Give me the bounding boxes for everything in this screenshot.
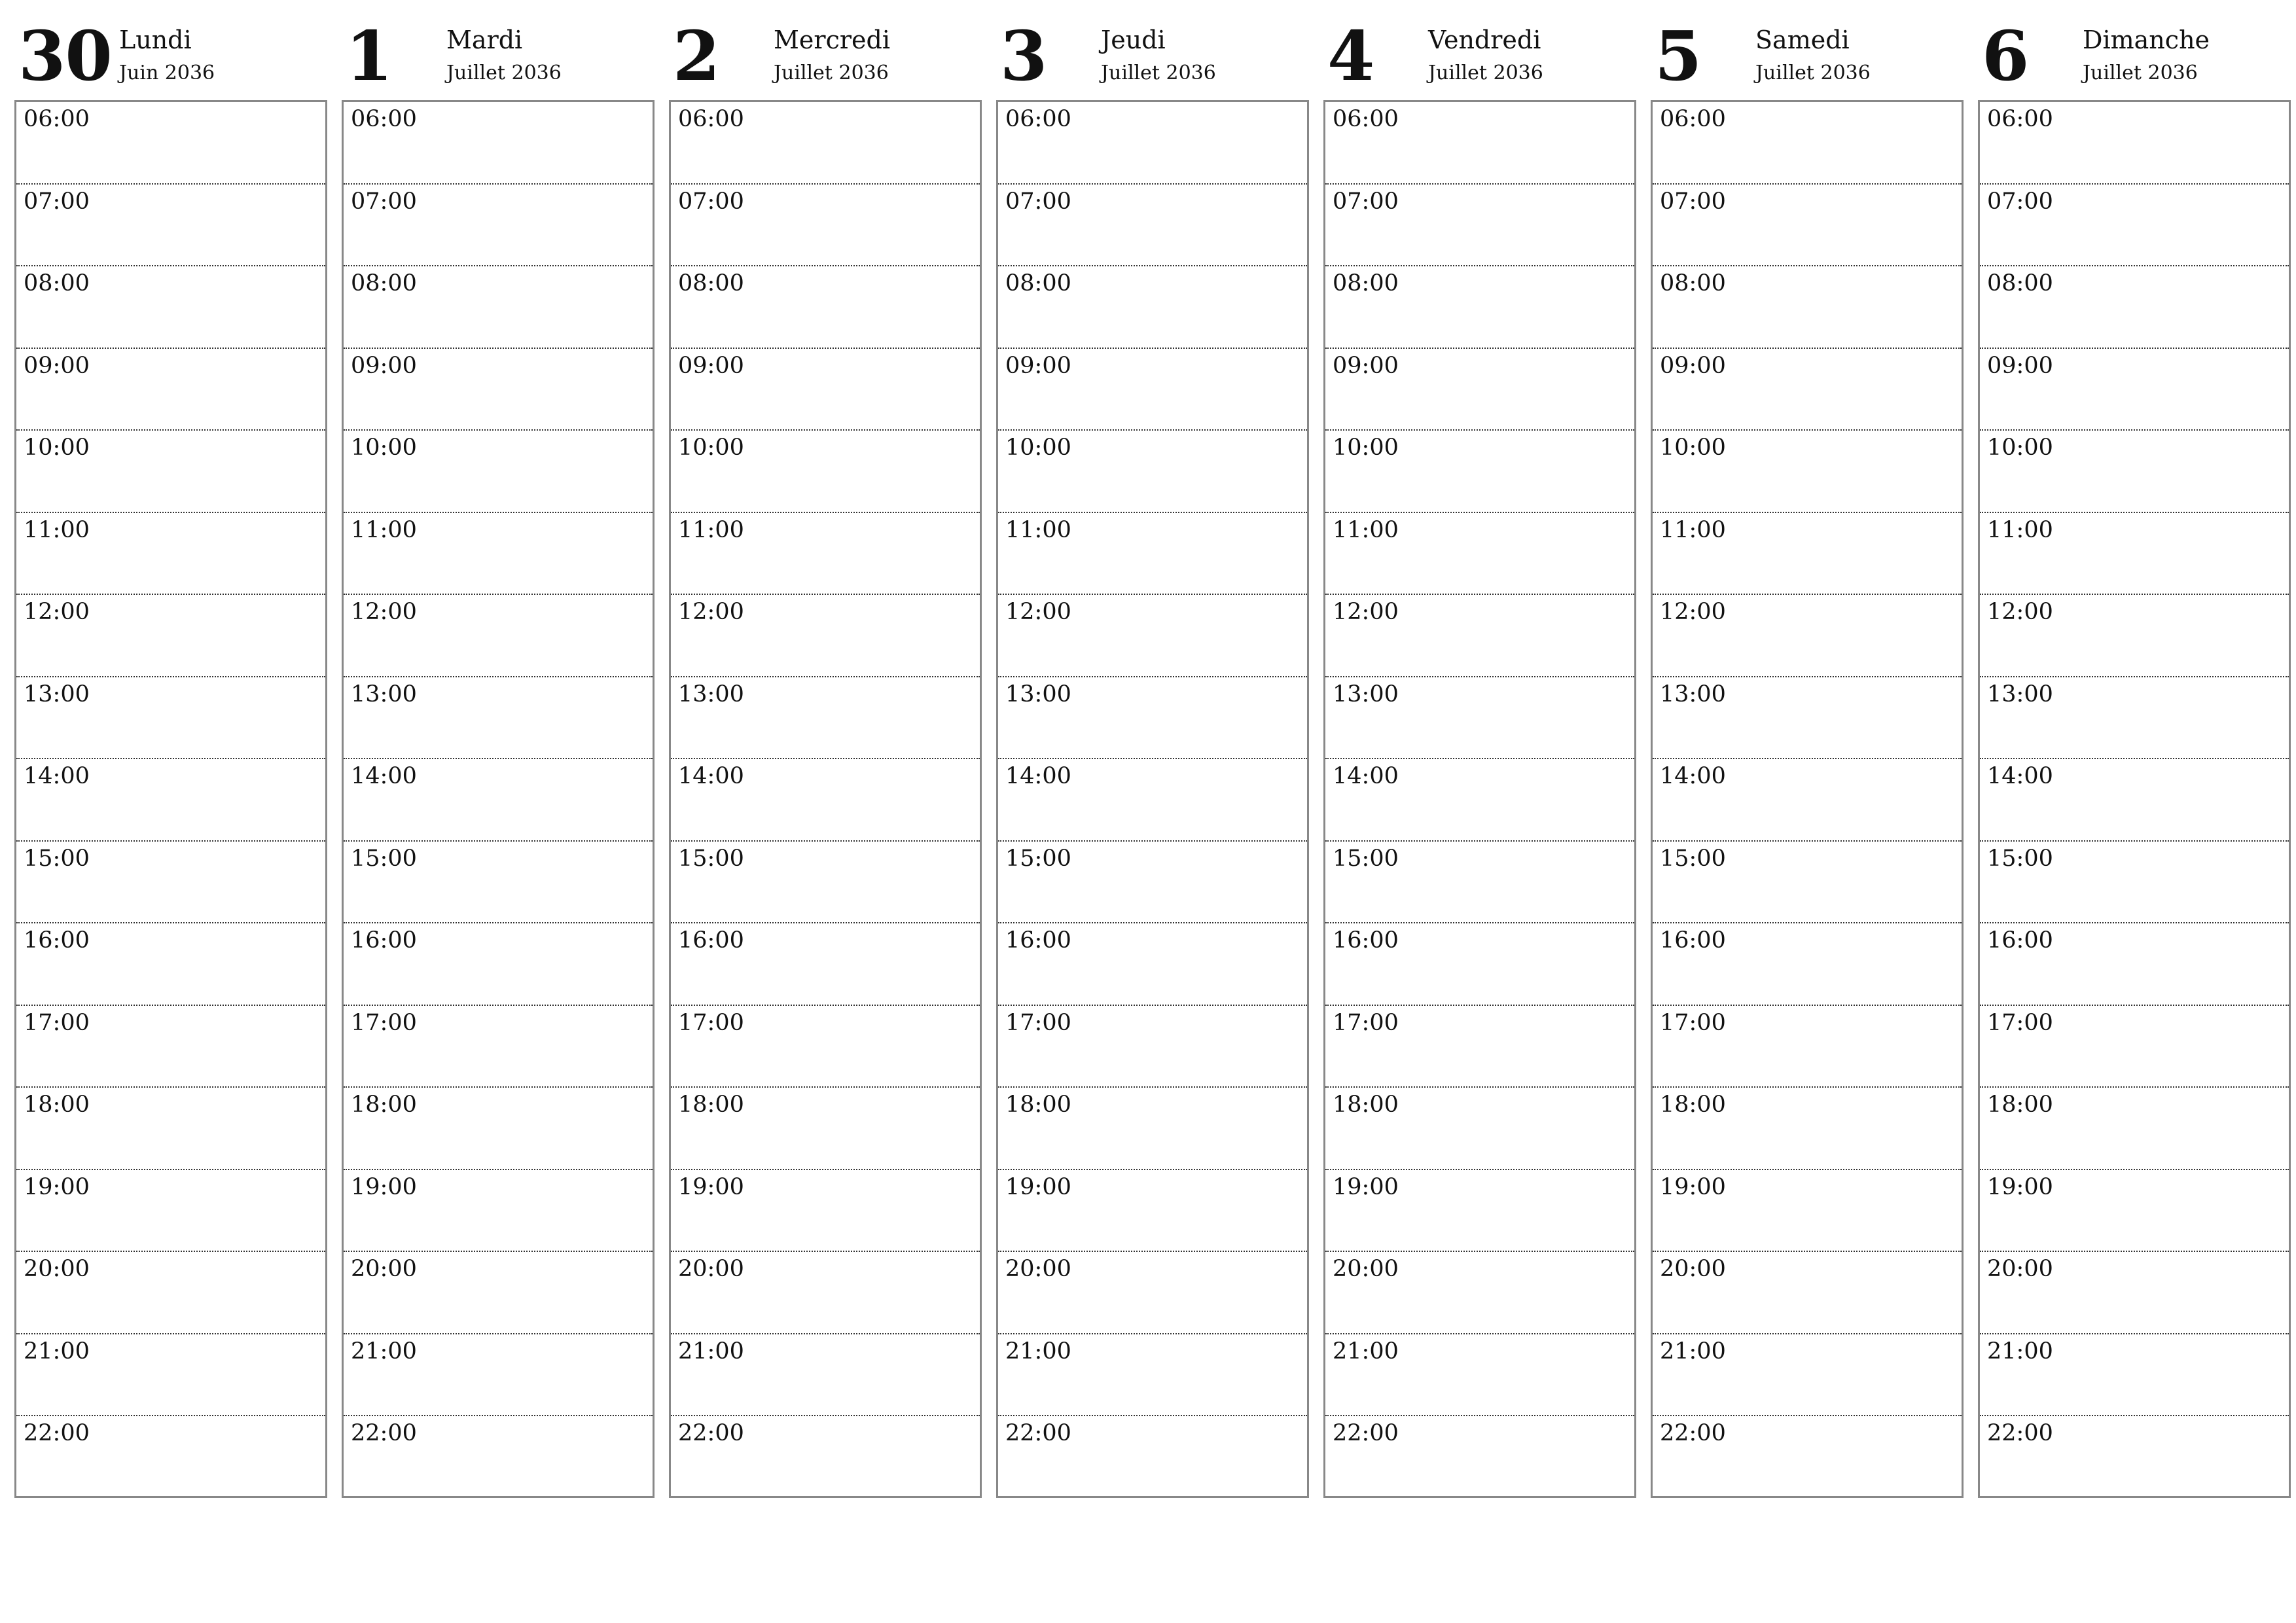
time-slot[interactable] <box>1325 923 1634 1006</box>
time-label: 22:00 <box>1005 1420 1071 1446</box>
time-slot[interactable] <box>1980 923 2289 1006</box>
day-header <box>14 16 327 99</box>
time-slot[interactable] <box>1653 513 1962 596</box>
time-slot[interactable] <box>998 1334 1307 1417</box>
time-label: 20:00 <box>1660 1256 1726 1282</box>
day-column <box>342 16 655 1499</box>
time-label: 20:00 <box>24 1256 90 1282</box>
weekly-planner <box>14 16 2283 1499</box>
time-label: 15:00 <box>351 845 417 872</box>
time-label: 14:00 <box>678 763 744 789</box>
time-slot[interactable] <box>671 349 980 431</box>
time-slot[interactable] <box>344 923 653 1006</box>
time-slot[interactable] <box>16 595 325 677</box>
time-slot[interactable] <box>16 431 325 513</box>
time-label: 16:00 <box>1987 927 2053 954</box>
time-label: 08:00 <box>1987 270 2053 296</box>
time-label: 08:00 <box>24 270 90 296</box>
time-label: 10:00 <box>678 435 744 461</box>
time-label: 14:00 <box>1987 763 2053 789</box>
time-slot[interactable] <box>1325 842 1634 924</box>
time-label: 10:00 <box>1660 435 1726 461</box>
time-slot[interactable] <box>1653 677 1962 760</box>
time-slot[interactable] <box>671 595 980 677</box>
time-slot[interactable] <box>344 1252 653 1334</box>
time-label: 13:00 <box>1660 681 1726 707</box>
time-label: 19:00 <box>1987 1173 2053 1200</box>
time-label: 13:00 <box>351 681 417 707</box>
time-label: 18:00 <box>351 1092 417 1118</box>
time-slot[interactable] <box>671 102 980 185</box>
time-label: 17:00 <box>24 1009 90 1036</box>
time-label: 16:00 <box>24 927 90 954</box>
day-number: 30 <box>18 16 112 96</box>
time-slot[interactable] <box>16 1170 325 1253</box>
time-slot[interactable] <box>671 185 980 267</box>
time-slot[interactable] <box>1325 431 1634 513</box>
day-header <box>1978 16 2291 99</box>
time-label: 19:00 <box>678 1173 744 1200</box>
time-slot[interactable] <box>1980 1334 2289 1417</box>
time-label: 14:00 <box>1333 763 1399 789</box>
time-slot[interactable] <box>671 842 980 924</box>
time-slot[interactable] <box>1325 185 1634 267</box>
time-slot[interactable] <box>1325 677 1634 760</box>
time-label: 11:00 <box>1987 516 2053 543</box>
time-label: 06:00 <box>351 106 417 132</box>
time-slot[interactable] <box>344 595 653 677</box>
time-label: 20:00 <box>1987 1256 2053 1282</box>
time-label: 07:00 <box>1333 188 1399 215</box>
time-slot[interactable] <box>1325 1170 1634 1253</box>
time-slot[interactable] <box>1653 1416 1962 1499</box>
time-slot[interactable] <box>998 1088 1307 1170</box>
time-slot[interactable] <box>16 677 325 760</box>
time-label: 18:00 <box>1660 1092 1726 1118</box>
time-slot[interactable] <box>16 349 325 431</box>
day-number: 5 <box>1655 16 1702 96</box>
time-slot[interactable] <box>998 923 1307 1006</box>
time-slot[interactable] <box>1980 595 2289 677</box>
day-name: Vendredi <box>1428 26 1541 54</box>
day-schedule <box>669 100 982 1498</box>
time-label: 20:00 <box>351 1256 417 1282</box>
time-label: 20:00 <box>1005 1256 1071 1282</box>
day-schedule <box>996 100 1309 1498</box>
time-label: 07:00 <box>1987 188 2053 215</box>
time-slot[interactable] <box>16 1006 325 1088</box>
time-label: 16:00 <box>1660 927 1726 954</box>
time-slot[interactable] <box>344 1088 653 1170</box>
time-label: 17:00 <box>1660 1009 1726 1036</box>
time-label: 06:00 <box>1333 106 1399 132</box>
time-slot[interactable] <box>1980 759 2289 842</box>
day-column <box>996 16 1309 1499</box>
time-slot[interactable] <box>1653 102 1962 185</box>
time-label: 22:00 <box>1660 1420 1726 1446</box>
time-label: 11:00 <box>351 516 417 543</box>
time-slot[interactable] <box>1325 1252 1634 1334</box>
time-label: 14:00 <box>24 763 90 789</box>
day-name: Dimanche <box>2083 26 2210 54</box>
time-slot[interactable] <box>344 1170 653 1253</box>
time-label: 07:00 <box>1660 188 1726 215</box>
time-label: 14:00 <box>351 763 417 789</box>
time-slot[interactable] <box>344 349 653 431</box>
time-slot[interactable] <box>998 349 1307 431</box>
time-slot[interactable] <box>344 266 653 349</box>
time-slot[interactable] <box>344 1334 653 1417</box>
time-label: 15:00 <box>1333 845 1399 872</box>
day-name: Lundi <box>119 26 192 54</box>
time-label: 08:00 <box>1005 270 1071 296</box>
time-label: 19:00 <box>24 1173 90 1200</box>
time-label: 12:00 <box>1660 599 1726 625</box>
time-slot[interactable] <box>1980 349 2289 431</box>
time-label: 18:00 <box>1987 1092 2053 1118</box>
time-label: 22:00 <box>1987 1420 2053 1446</box>
time-slot[interactable] <box>671 923 980 1006</box>
time-slot[interactable] <box>671 1088 980 1170</box>
time-label: 08:00 <box>1333 270 1399 296</box>
time-label: 06:00 <box>1987 106 2053 132</box>
time-label: 07:00 <box>678 188 744 215</box>
time-label: 15:00 <box>1005 845 1071 872</box>
time-slot[interactable] <box>1980 1416 2289 1499</box>
time-label: 09:00 <box>1333 352 1399 379</box>
time-slot[interactable] <box>1653 185 1962 267</box>
day-column <box>1651 16 1964 1499</box>
time-slot[interactable] <box>1653 349 1962 431</box>
time-slot[interactable] <box>344 842 653 924</box>
time-slot[interactable] <box>671 677 980 760</box>
time-label: 07:00 <box>24 188 90 215</box>
time-label: 19:00 <box>1660 1173 1726 1200</box>
time-label: 12:00 <box>1987 599 2053 625</box>
time-label: 13:00 <box>1005 681 1071 707</box>
time-label: 06:00 <box>678 106 744 132</box>
time-label: 13:00 <box>1333 681 1399 707</box>
time-label: 13:00 <box>678 681 744 707</box>
time-label: 06:00 <box>24 106 90 132</box>
time-slot[interactable] <box>16 185 325 267</box>
time-slot[interactable] <box>998 1170 1307 1253</box>
time-slot[interactable] <box>1653 595 1962 677</box>
time-label: 17:00 <box>1333 1009 1399 1036</box>
time-slot[interactable] <box>1980 185 2289 267</box>
time-slot[interactable] <box>1653 266 1962 349</box>
time-slot[interactable] <box>1653 1170 1962 1253</box>
day-schedule <box>1323 100 1636 1498</box>
time-label: 16:00 <box>351 927 417 954</box>
time-slot[interactable] <box>1325 1088 1634 1170</box>
time-label: 09:00 <box>351 352 417 379</box>
time-label: 09:00 <box>678 352 744 379</box>
time-label: 16:00 <box>1333 927 1399 954</box>
time-slot[interactable] <box>998 842 1307 924</box>
time-slot[interactable] <box>671 431 980 513</box>
time-slot[interactable] <box>671 1252 980 1334</box>
time-slot[interactable] <box>16 513 325 596</box>
day-column <box>14 16 327 1499</box>
time-label: 11:00 <box>24 516 90 543</box>
time-label: 09:00 <box>24 352 90 379</box>
time-label: 22:00 <box>678 1420 744 1446</box>
time-slot[interactable] <box>998 759 1307 842</box>
time-slot[interactable] <box>344 1006 653 1088</box>
time-slot[interactable] <box>998 185 1307 267</box>
day-header <box>342 16 655 99</box>
time-slot[interactable] <box>998 266 1307 349</box>
time-label: 09:00 <box>1660 352 1726 379</box>
time-label: 12:00 <box>678 599 744 625</box>
day-month: Juin 2036 <box>119 62 215 84</box>
day-name: Samedi <box>1755 26 1850 54</box>
day-column <box>1323 16 1636 1499</box>
day-name: Mardi <box>446 26 523 54</box>
time-label: 15:00 <box>1660 845 1726 872</box>
time-slot[interactable] <box>1980 431 2289 513</box>
time-slot[interactable] <box>1653 923 1962 1006</box>
time-label: 22:00 <box>351 1420 417 1446</box>
day-month: Juillet 2036 <box>1428 62 1543 84</box>
time-label: 21:00 <box>1333 1338 1399 1364</box>
time-slot[interactable] <box>1325 349 1634 431</box>
time-label: 19:00 <box>1005 1173 1071 1200</box>
time-label: 08:00 <box>1660 270 1726 296</box>
time-label: 15:00 <box>678 845 744 872</box>
time-slot[interactable] <box>1653 1088 1962 1170</box>
day-number: 4 <box>1327 16 1374 96</box>
time-slot[interactable] <box>16 102 325 185</box>
time-slot[interactable] <box>1980 1252 2289 1334</box>
time-label: 07:00 <box>351 188 417 215</box>
day-header <box>1651 16 1964 99</box>
time-label: 06:00 <box>1005 106 1071 132</box>
time-label: 06:00 <box>1660 106 1726 132</box>
time-slot[interactable] <box>1980 842 2289 924</box>
time-slot[interactable] <box>344 677 653 760</box>
time-label: 09:00 <box>1987 352 2053 379</box>
day-schedule <box>14 100 327 1498</box>
time-label: 11:00 <box>678 516 744 543</box>
time-label: 17:00 <box>351 1009 417 1036</box>
time-slot[interactable] <box>344 431 653 513</box>
time-label: 15:00 <box>24 845 90 872</box>
time-slot[interactable] <box>344 185 653 267</box>
time-label: 22:00 <box>24 1420 90 1446</box>
time-slot[interactable] <box>1325 759 1634 842</box>
time-label: 21:00 <box>678 1338 744 1364</box>
time-slot[interactable] <box>1653 1334 1962 1417</box>
time-slot[interactable] <box>16 1252 325 1334</box>
time-label: 11:00 <box>1660 516 1726 543</box>
time-label: 16:00 <box>1005 927 1071 954</box>
time-slot[interactable] <box>16 266 325 349</box>
time-slot[interactable] <box>344 759 653 842</box>
day-number: 3 <box>1000 16 1047 96</box>
day-month: Juillet 2036 <box>446 62 562 84</box>
time-label: 08:00 <box>351 270 417 296</box>
time-label: 21:00 <box>1660 1338 1726 1364</box>
time-label: 21:00 <box>1005 1338 1071 1364</box>
time-label: 20:00 <box>1333 1256 1399 1282</box>
time-label: 18:00 <box>678 1092 744 1118</box>
time-label: 09:00 <box>1005 352 1071 379</box>
time-slot[interactable] <box>1980 1170 2289 1253</box>
time-slot[interactable] <box>1325 1416 1634 1499</box>
day-column <box>1978 16 2291 1499</box>
time-label: 08:00 <box>678 270 744 296</box>
time-slot[interactable] <box>998 102 1307 185</box>
time-slot[interactable] <box>1653 431 1962 513</box>
time-slot[interactable] <box>998 513 1307 596</box>
time-label: 10:00 <box>1333 435 1399 461</box>
time-slot[interactable] <box>1325 266 1634 349</box>
time-slot[interactable] <box>16 1416 325 1499</box>
time-slot[interactable] <box>344 102 653 185</box>
time-label: 18:00 <box>24 1092 90 1118</box>
time-slot[interactable] <box>998 431 1307 513</box>
day-month: Juillet 2036 <box>1101 62 1216 84</box>
time-label: 21:00 <box>24 1338 90 1364</box>
time-label: 14:00 <box>1660 763 1726 789</box>
time-label: 07:00 <box>1005 188 1071 215</box>
time-label: 17:00 <box>1005 1009 1071 1036</box>
time-label: 12:00 <box>1005 599 1071 625</box>
time-slot[interactable] <box>998 677 1307 760</box>
time-slot[interactable] <box>1325 1006 1634 1088</box>
time-slot[interactable] <box>1653 1252 1962 1334</box>
time-label: 16:00 <box>678 927 744 954</box>
time-label: 18:00 <box>1333 1092 1399 1118</box>
time-slot[interactable] <box>1980 102 2289 185</box>
time-label: 13:00 <box>24 681 90 707</box>
day-column <box>669 16 982 1499</box>
time-slot[interactable] <box>1980 266 2289 349</box>
day-schedule <box>342 100 655 1498</box>
time-slot[interactable] <box>16 923 325 1006</box>
time-slot[interactable] <box>16 842 325 924</box>
day-number: 6 <box>1982 16 2029 96</box>
time-label: 11:00 <box>1333 516 1399 543</box>
time-label: 22:00 <box>1333 1420 1399 1446</box>
day-header <box>996 16 1309 99</box>
day-name: Mercredi <box>774 26 890 54</box>
day-schedule <box>1978 100 2291 1498</box>
time-slot[interactable] <box>16 759 325 842</box>
time-slot[interactable] <box>671 266 980 349</box>
time-slot[interactable] <box>1980 1088 2289 1170</box>
time-slot[interactable] <box>1325 595 1634 677</box>
time-label: 14:00 <box>1005 763 1071 789</box>
time-slot[interactable] <box>344 513 653 596</box>
time-slot[interactable] <box>998 1416 1307 1499</box>
time-slot[interactable] <box>998 595 1307 677</box>
day-header <box>669 16 982 99</box>
time-slot[interactable] <box>16 1088 325 1170</box>
time-slot[interactable] <box>16 1334 325 1417</box>
time-slot[interactable] <box>671 513 980 596</box>
time-label: 10:00 <box>1005 435 1071 461</box>
time-slot[interactable] <box>1653 842 1962 924</box>
day-month: Juillet 2036 <box>2083 62 2198 84</box>
time-label: 21:00 <box>1987 1338 2053 1364</box>
time-slot[interactable] <box>671 1416 980 1499</box>
time-label: 15:00 <box>1987 845 2053 872</box>
time-label: 21:00 <box>351 1338 417 1364</box>
day-schedule <box>1651 100 1964 1498</box>
time-slot[interactable] <box>1325 513 1634 596</box>
time-label: 20:00 <box>678 1256 744 1282</box>
time-label: 12:00 <box>1333 599 1399 625</box>
time-slot[interactable] <box>1980 1006 2289 1088</box>
day-month: Juillet 2036 <box>774 62 889 84</box>
time-slot[interactable] <box>1980 513 2289 596</box>
time-slot[interactable] <box>998 1252 1307 1334</box>
time-slot[interactable] <box>671 759 980 842</box>
day-number: 1 <box>346 16 393 96</box>
time-slot[interactable] <box>1325 1334 1634 1417</box>
time-slot[interactable] <box>671 1170 980 1253</box>
time-slot[interactable] <box>344 1416 653 1499</box>
day-header <box>1323 16 1636 99</box>
time-label: 11:00 <box>1005 516 1071 543</box>
time-slot[interactable] <box>1980 677 2289 760</box>
time-slot[interactable] <box>1653 1006 1962 1088</box>
time-label: 13:00 <box>1987 681 2053 707</box>
time-label: 19:00 <box>1333 1173 1399 1200</box>
time-slot[interactable] <box>671 1334 980 1417</box>
time-label: 17:00 <box>1987 1009 2053 1036</box>
time-label: 10:00 <box>24 435 90 461</box>
time-slot[interactable] <box>671 1006 980 1088</box>
time-label: 18:00 <box>1005 1092 1071 1118</box>
time-label: 12:00 <box>351 599 417 625</box>
time-label: 19:00 <box>351 1173 417 1200</box>
time-label: 10:00 <box>1987 435 2053 461</box>
day-name: Jeudi <box>1101 26 1166 54</box>
time-label: 17:00 <box>678 1009 744 1036</box>
time-slot[interactable] <box>1325 102 1634 185</box>
time-label: 12:00 <box>24 599 90 625</box>
day-month: Juillet 2036 <box>1755 62 1871 84</box>
day-number: 2 <box>673 16 720 96</box>
time-slot[interactable] <box>1653 759 1962 842</box>
time-label: 10:00 <box>351 435 417 461</box>
time-slot[interactable] <box>998 1006 1307 1088</box>
